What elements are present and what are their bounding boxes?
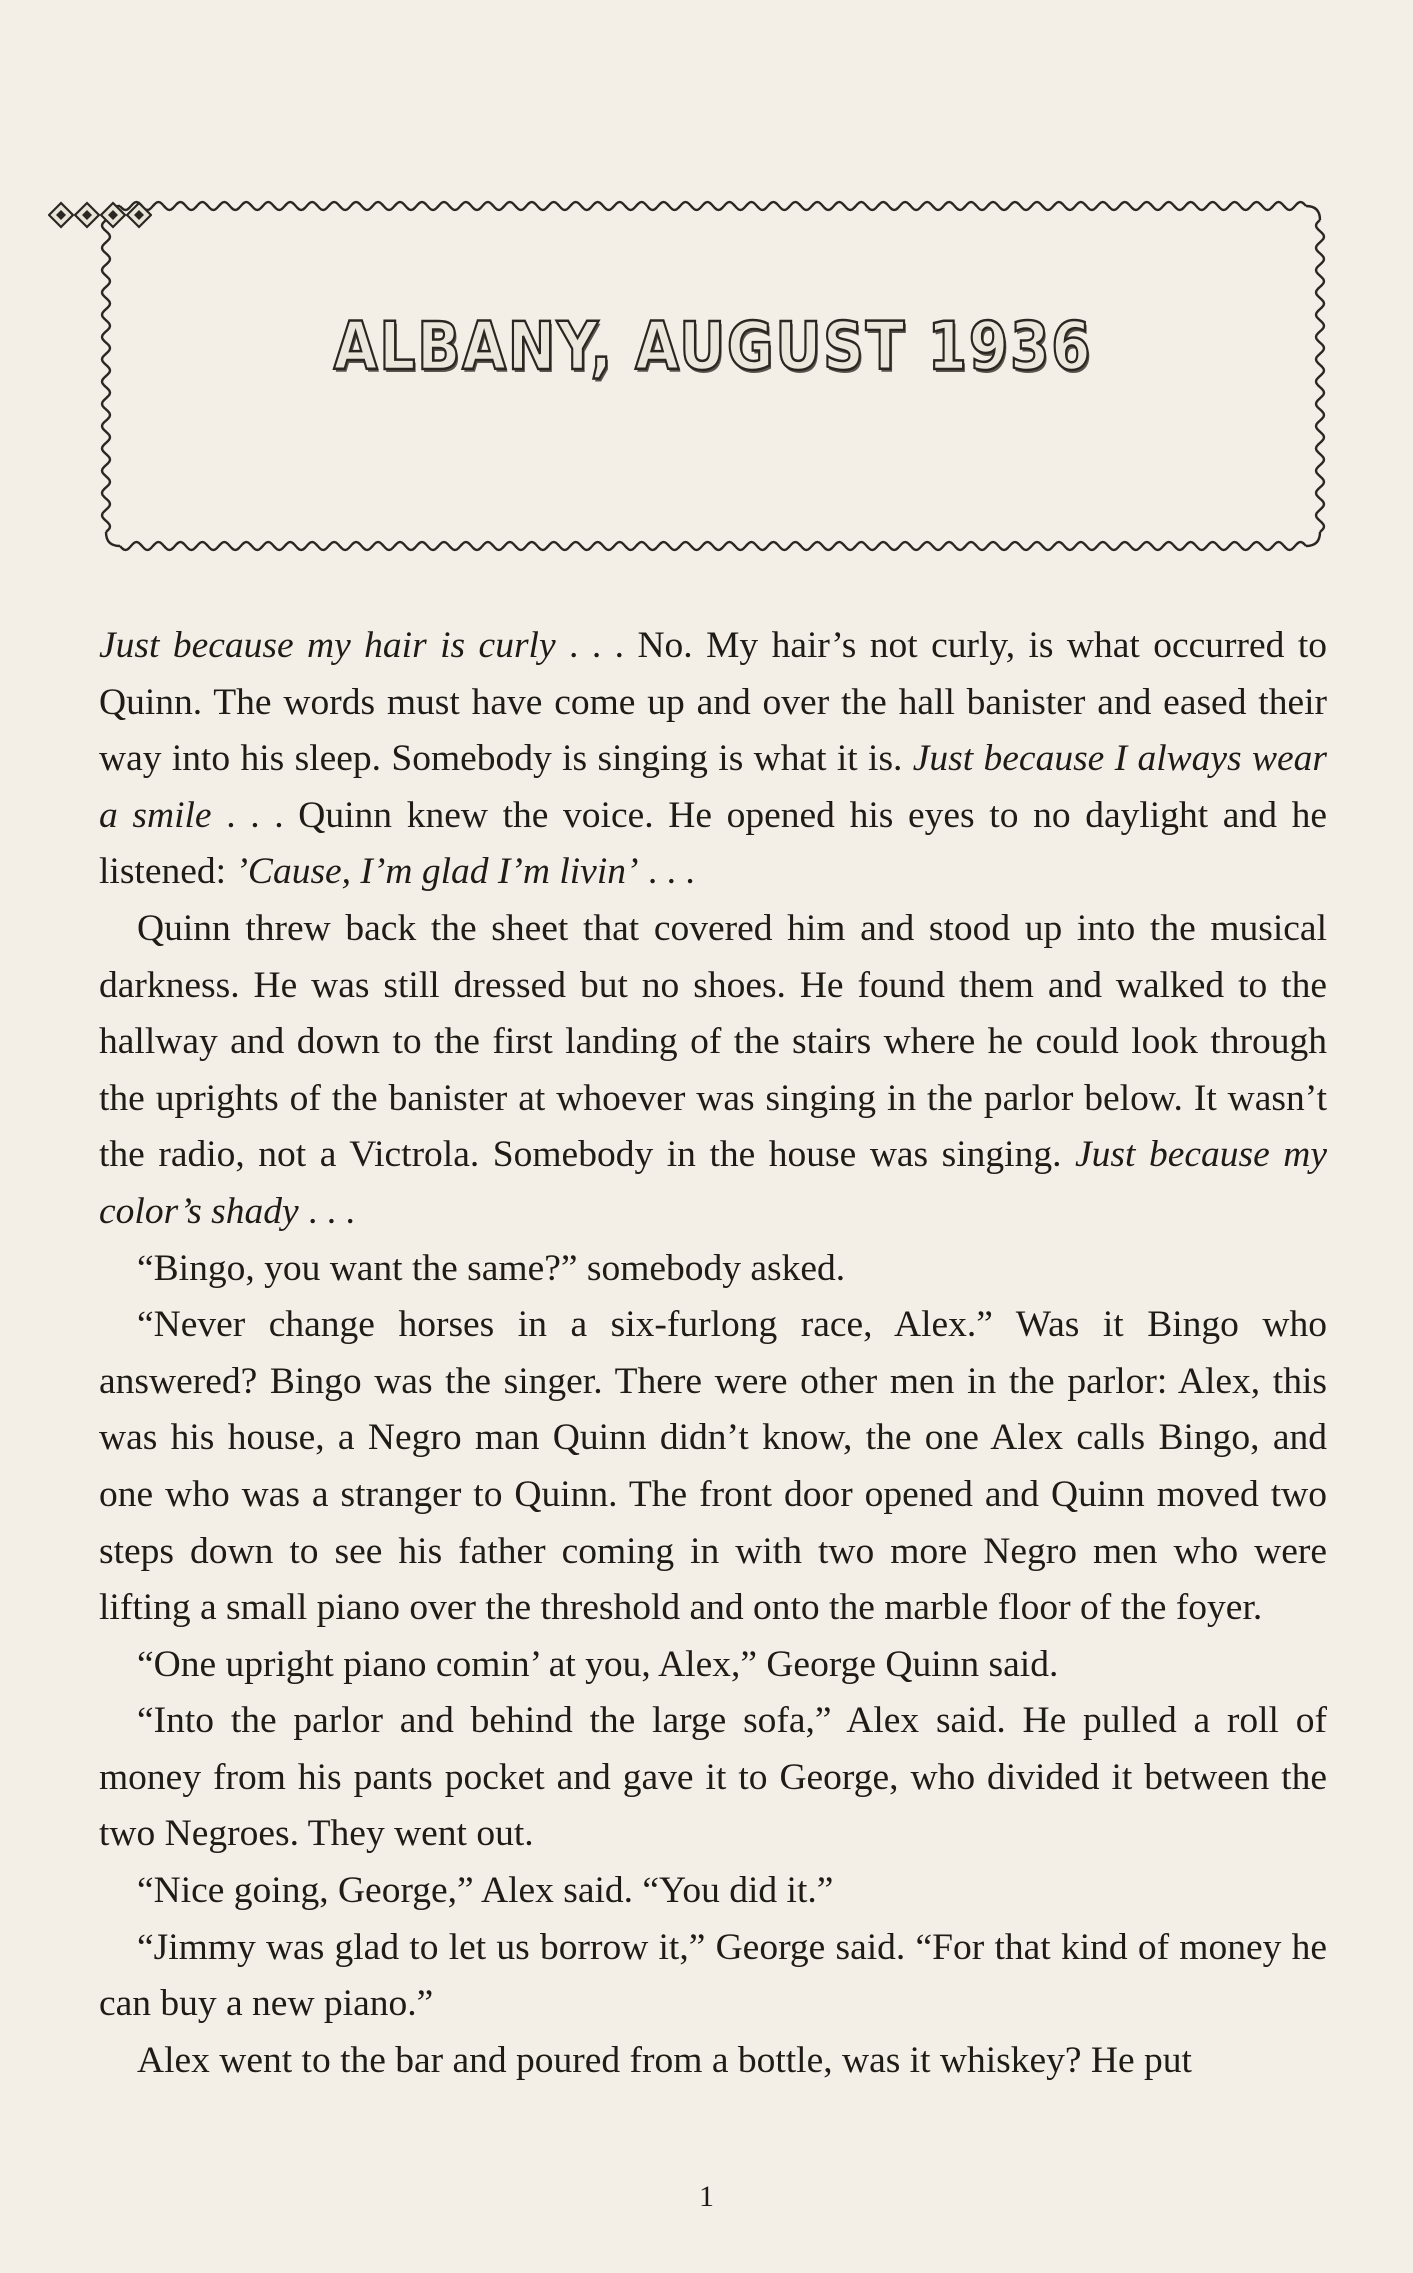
chapter-title: ALBANY, AUGUST 1936 <box>333 308 1093 385</box>
paragraph-text: “Nice going, George,” Alex said. “You did it.” <box>137 1870 834 1912</box>
paragraph <box>99 1637 1327 1694</box>
chapter-heading-frame <box>100 200 1326 552</box>
paragraph <box>99 1693 1327 1863</box>
page-number: 1 <box>699 2180 714 2213</box>
paragraph-text: . . . Quinn knew the voice. He opened his eyes to no daylight and he listened: <box>99 794 1327 893</box>
paragraph-text: . . . <box>638 851 695 893</box>
paragraph-text: . . . <box>298 1190 355 1232</box>
diamond-ornament-icon <box>48 200 152 230</box>
paragraph <box>99 1297 1327 1637</box>
wavy-border-segment <box>1306 206 1320 220</box>
paragraph-text: “Into the parlor and behind the large sofa,” Alex said. He pulled a roll of money from his pants pocket and gave it to George, who divided it between the two Negroes. They went out. <box>99 1700 1327 1855</box>
paragraph-text: “Bingo, you want the same?” somebody asked. <box>137 1247 846 1289</box>
italic-lyric-text: Just because I always wear a smile <box>99 738 1327 836</box>
paragraph <box>99 2033 1327 2090</box>
paragraph <box>99 1863 1327 1920</box>
wavy-border-segment <box>120 542 1306 550</box>
wavy-border-segment <box>1306 532 1320 546</box>
paragraph <box>99 901 1327 1241</box>
chapter-body-text <box>99 618 1327 2089</box>
italic-lyric-text: ’Cause, I’m glad I’m livin’ <box>235 851 639 893</box>
paragraph <box>99 618 1327 901</box>
paragraph <box>99 1920 1327 2033</box>
paragraph-text: “Jimmy was glad to let us borrow it,” George said. “For that kind of money he can buy a new piano.” <box>99 1926 1327 2025</box>
paragraph-text: Alex went to the bar and poured from a bottle, was it whiskey? He put <box>137 2039 1192 2081</box>
paragraph <box>99 1241 1327 1298</box>
italic-lyric-text: Just because my hair is curly <box>99 625 556 666</box>
italic-lyric-text: Just because my color’s shady <box>99 1134 1327 1232</box>
wavy-border-segment <box>106 532 120 546</box>
wavy-border-segment <box>1316 220 1324 532</box>
paragraph-text: “One upright piano comin’ at you, Alex,” George Quinn said. <box>137 1643 1059 1685</box>
wavy-border-segment <box>120 202 1306 210</box>
wavy-border-segment <box>102 220 110 532</box>
paragraph-text: . . . No. My hair’s not curly, is what occurred to Quinn. The words must have come up and over the hall banister and eased their way into his sleep. Somebody is singing is what it is. <box>99 625 1328 780</box>
paragraph-text: “Never change horses in a six-furlong race, Alex.” Was it Bingo who answered? Bingo was the singer. There were other men in the parlor: Alex, this was his house, a Negro man Quinn didn’t know, the one Alex calls Bingo, and one who was a stranger to Quinn. The front door opened and Quinn moved two steps down to see his father coming in with two more Negro men who were lifting a small piano over the threshold and onto the marble floor of the foyer. <box>99 1304 1327 1629</box>
paragraph-text: Quinn threw back the sheet that covered him and stood up into the musical darkness. He was still dressed but no shoes. He found them and walked to the hallway and down to the first landing of the stairs where he could look through the uprights of the banister at whoever was singing in the parlor below. It wasn’t the radio, not a Victrola. Somebody in the house was singing. <box>99 907 1327 1176</box>
